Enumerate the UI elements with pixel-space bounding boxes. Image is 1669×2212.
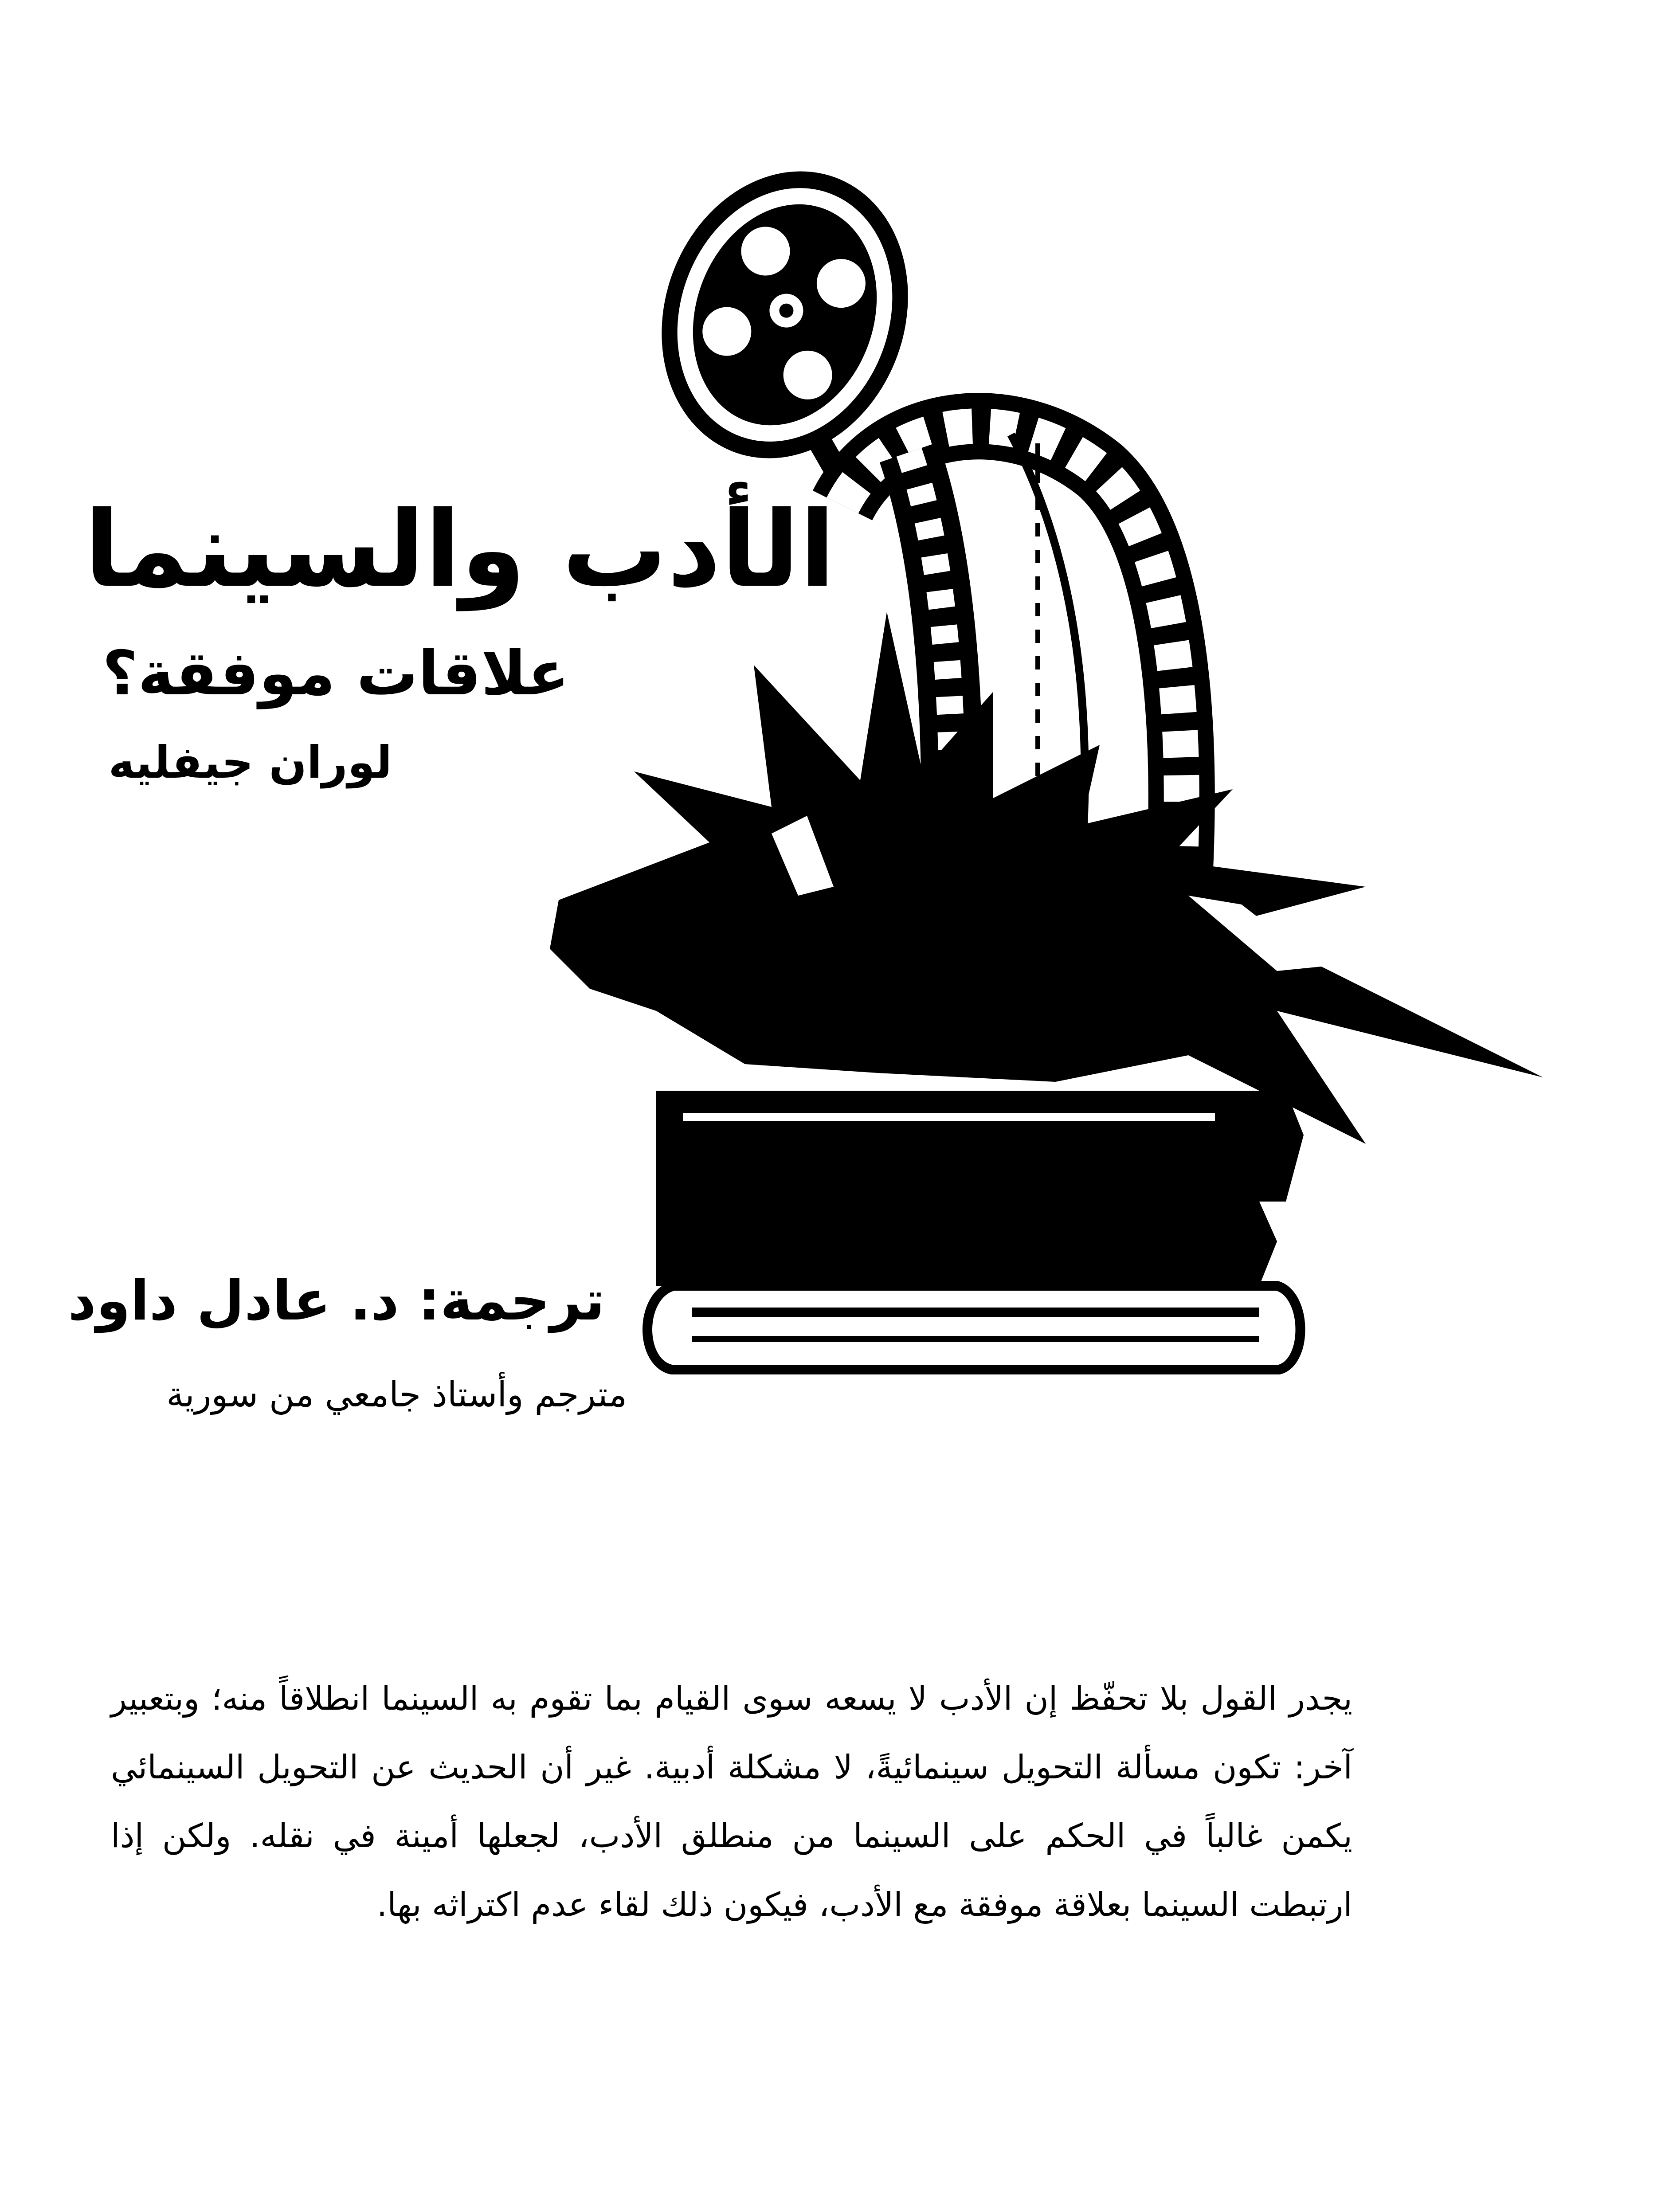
author-name: لوران جيفليه — [108, 736, 392, 788]
intro-paragraph: يجدر القول بلا تحفّظ إن الأدب لا يسعه سوى القيام بما تقوم به السينما انطلاقاً منه؛ وبتعبير آخر: تكون مسألة التحويل سينمائيةً، لا مشكلة أدبية. غير أن الحديث عن التحويل السينمائي يكمن غالباً في الحكم على السينما من منطلق الأدب، لجعلها أمينة في نقله. ولكن إذا ارتبطت السينما بعلاقة موفقة مع الأدب، فيكون ذلك لقاء عدم اكتراثه بها. — [111, 1680, 1352, 1924]
film-reel-and-books-icon — [523, 168, 1570, 1374]
translator-description: مترجم وأستاذ جامعي من سورية — [166, 1375, 627, 1415]
book-title: الأدب والسينما — [84, 489, 835, 611]
translator-name: ترجمة: د. عادل داود — [68, 1269, 605, 1333]
book-subtitle: علاقات موفقة؟ — [102, 638, 569, 709]
